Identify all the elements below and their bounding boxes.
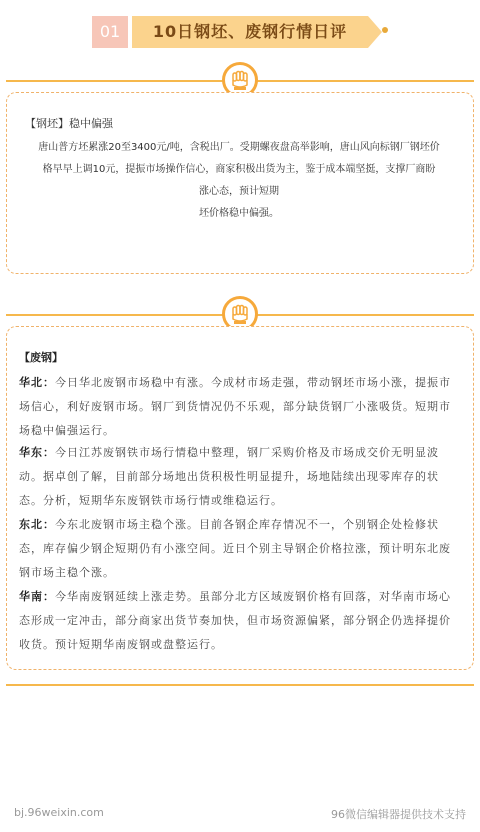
billet-line: 唐山普方坯累涨20至3400元/吨，含税出厂。受期螺夜盘高举影响，唐山风向标钢厂钢坯价 xyxy=(38,142,440,153)
footer-site-link[interactable]: bj.96weixin.com xyxy=(14,806,104,819)
banner-dot xyxy=(382,27,388,33)
page-title: 10日钢坯、废钢行情日评 xyxy=(152,22,348,41)
billet-line: 格早早上调10元，提振市场操作信心，商家积极出货为主，鉴于成本端坚挺，支撑厂商盼 xyxy=(42,164,436,175)
paragraph-text: 今华南废钢延续上涨走势。虽部分北方区域废钢价格有回落，对华南市场心态形成一定冲击，部分商家出货节奏加快，但市场资源偏紧，部分钢企仍选择提价收货。预计短期华南废钢或盘整运行。 xyxy=(19,590,451,651)
paragraph-north-china xyxy=(19,371,459,443)
billet-heading: 【钢坯】稳中偏强 xyxy=(25,117,113,130)
paragraph-northeast xyxy=(19,513,459,585)
scrap-box xyxy=(6,326,474,670)
billet-body xyxy=(21,137,457,225)
region-label: 东北： xyxy=(19,518,55,531)
paragraph-text: 今东北废钢市场主稳个涨。目前各钢企库存情况不一，个别钢企处检修状态，库存偏少钢企短期仍有小涨空间。近日个别主导钢企价格拉涨，预计明东北废钢市场主稳个涨。 xyxy=(19,518,451,579)
paragraph-text: 今日华北废钢市场稳中有涨。今成材市场走强，带动钢坯市场小涨，提振市场信心，利好废钢市场。钢厂到货情况仍不乐观，部分缺货钢厂小涨吸货。短期市场稳中偏强运行。 xyxy=(19,376,451,437)
billet-line: 坯价格稳中偏强。 xyxy=(199,208,279,219)
region-label: 华南： xyxy=(19,590,55,603)
paragraph-east-china xyxy=(19,441,459,513)
section-number: 01 xyxy=(92,16,128,48)
billet-line: 涨心态，预计短期 xyxy=(199,186,279,197)
billet-box xyxy=(6,92,474,274)
bottom-divider xyxy=(6,684,474,686)
region-label: 华东： xyxy=(19,446,55,459)
banner-arrow xyxy=(368,16,382,48)
scrap-heading: 【废钢】 xyxy=(19,351,63,364)
region-label: 华北： xyxy=(19,376,55,389)
footer-credit: 96微信编辑器提供技术支持 xyxy=(331,808,466,821)
paragraph-text: 今日江苏废钢铁市场行情稳中整理，钢厂采购价格及市场成交价无明显波动。据卓创了解，目前部分场地出货积极性明显提升，场地陆续出现零库存的状态。分析，短期华东废钢铁市场行情或维稳运行。 xyxy=(19,446,439,507)
paragraph-south-china xyxy=(19,585,459,657)
footer xyxy=(0,806,480,828)
title-banner xyxy=(92,16,392,50)
